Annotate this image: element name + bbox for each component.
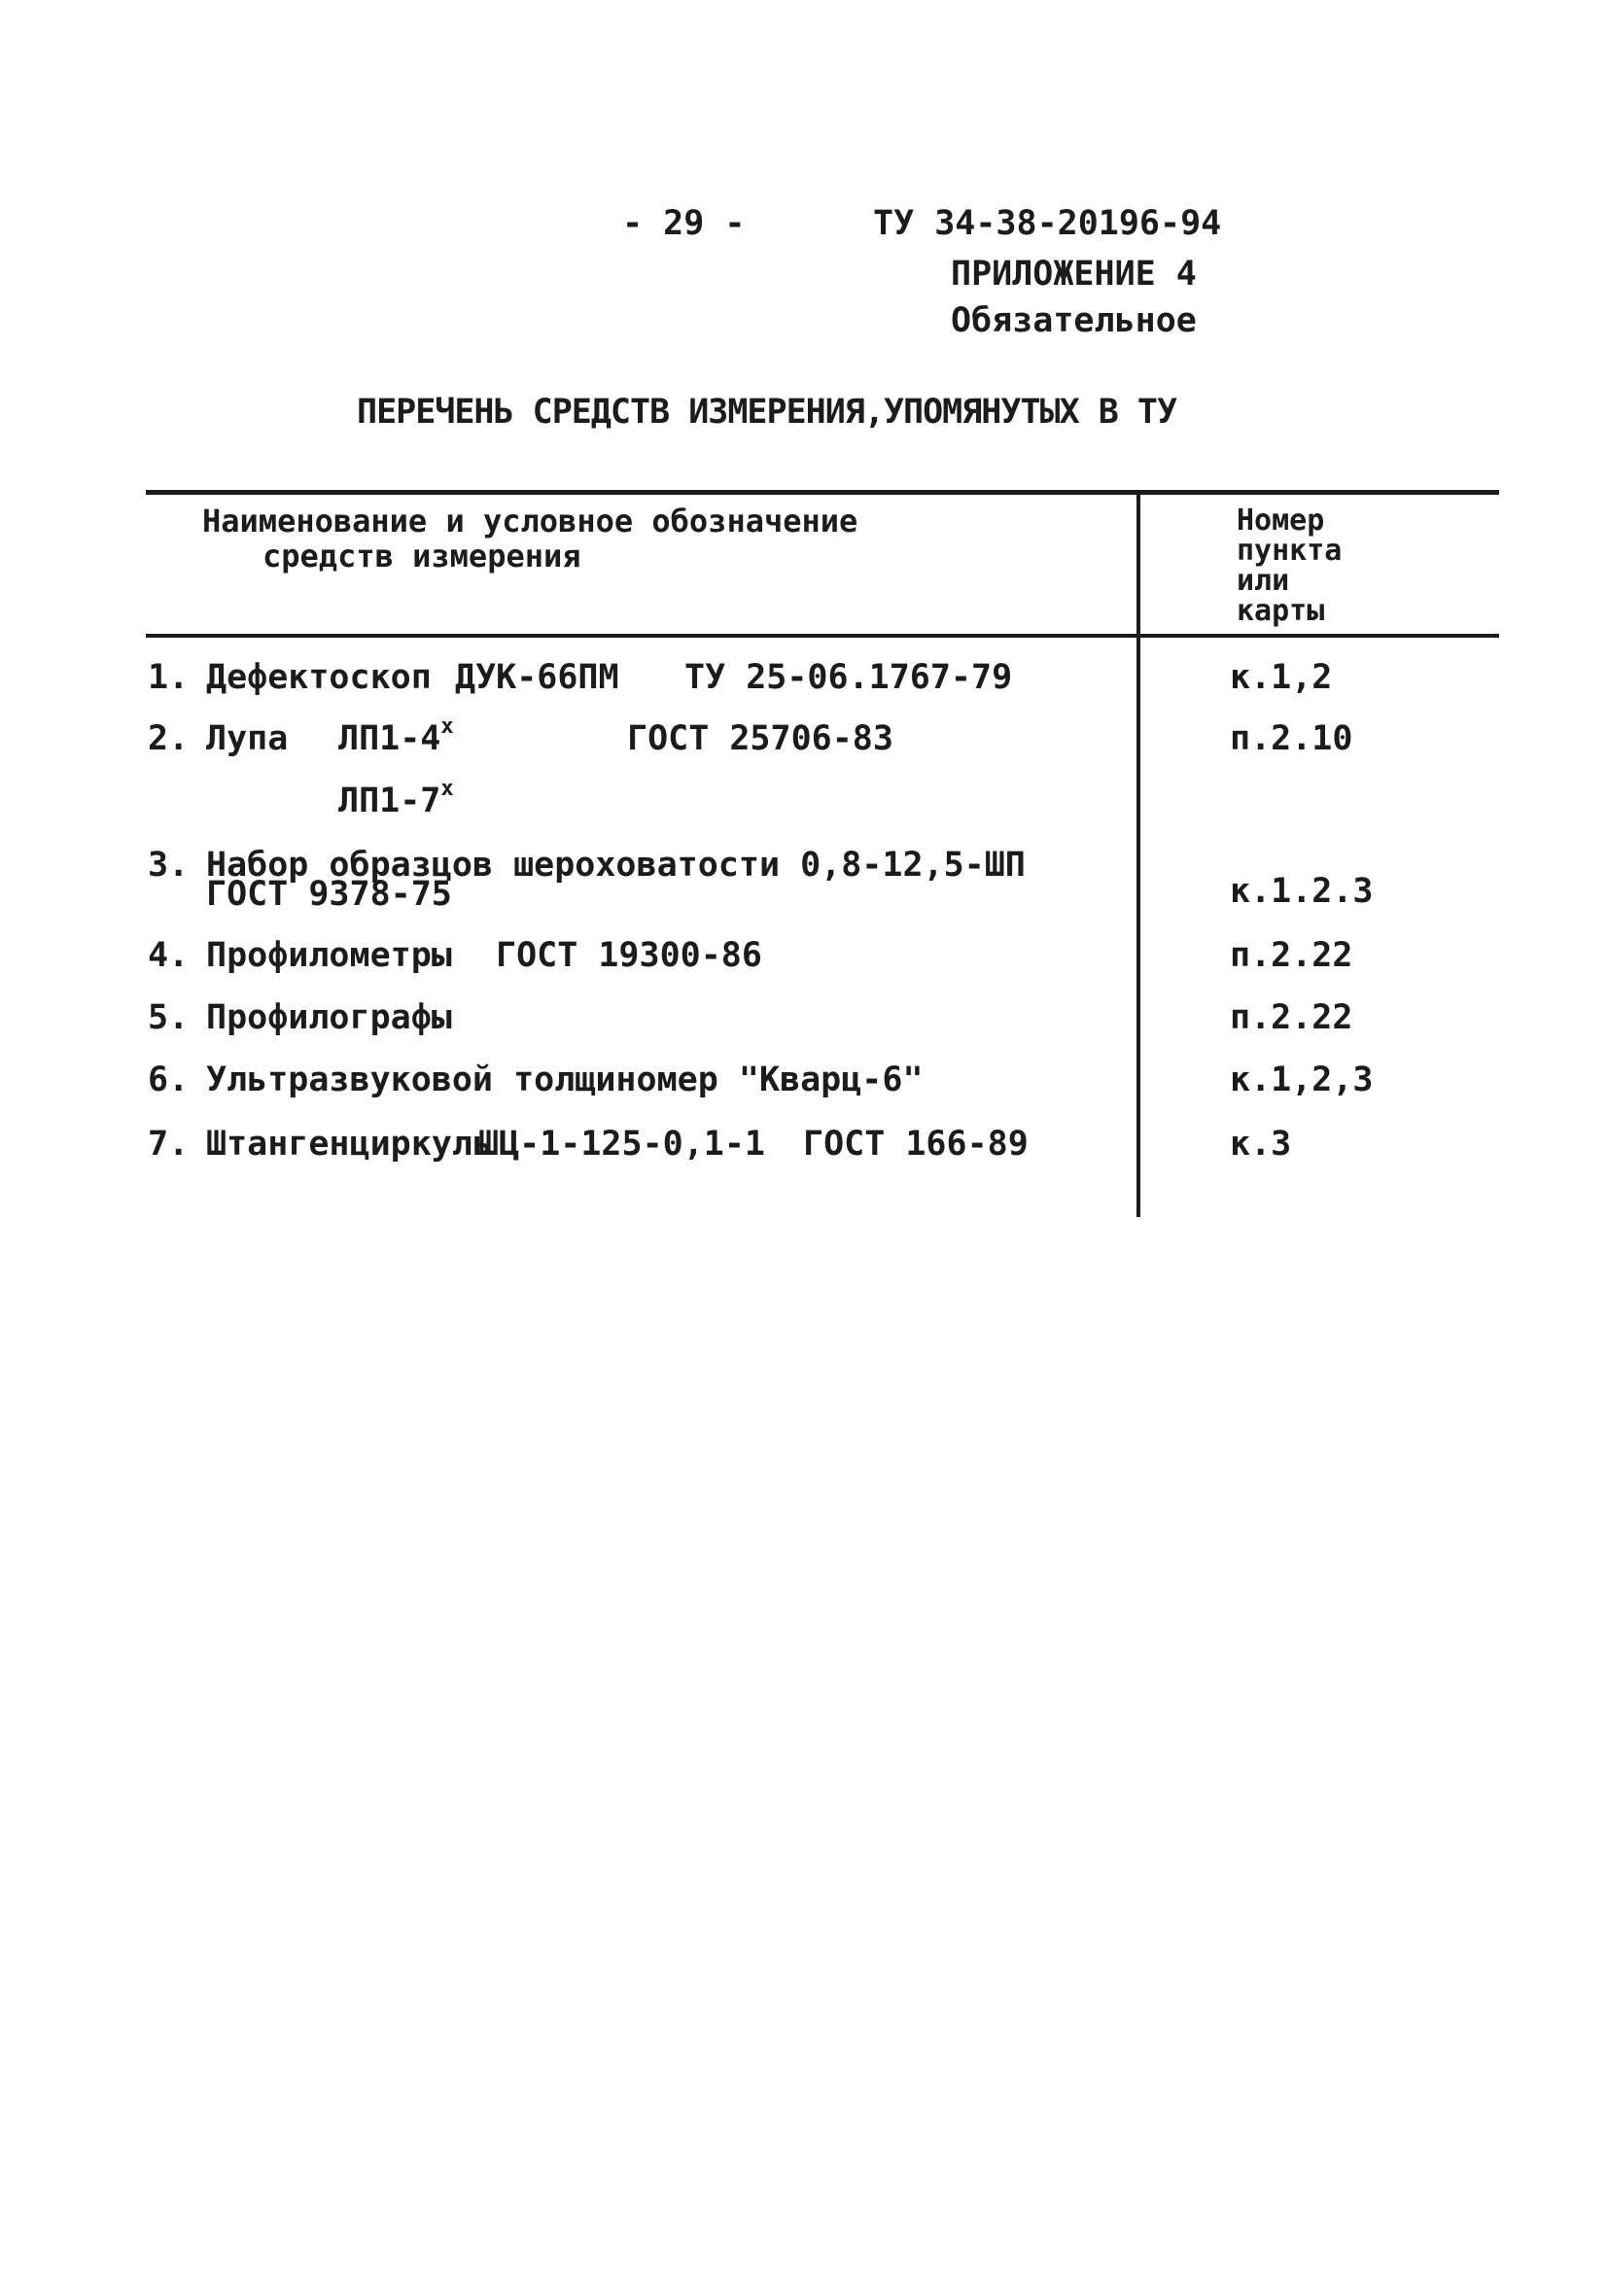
- row-number: 3.: [148, 846, 190, 885]
- reference-cell: п.2.22: [1230, 936, 1353, 975]
- instrument-name: Дефектоскоп: [206, 658, 432, 697]
- column-header-ref-line: пункта: [1237, 534, 1343, 568]
- column-header-ref-line: или: [1237, 564, 1290, 598]
- reference-cell: к.3: [1230, 1125, 1292, 1164]
- column-header-ref: [1237, 505, 1382, 626]
- reference-cell: к.1,2: [1230, 658, 1333, 697]
- document-code: ТУ 34-38-20196-94: [873, 204, 1222, 243]
- instrument-model-alt: [338, 777, 454, 820]
- model-text: ЛП1-4: [338, 719, 441, 758]
- row-number: 5.: [148, 998, 190, 1037]
- instrument-name: Ультразвуковой толщиномер "Кварц-6": [206, 1061, 924, 1099]
- row-number: 7.: [148, 1125, 190, 1164]
- column-header-name-line2: средств измерения: [262, 538, 581, 574]
- table-column-divider: [1136, 492, 1140, 1217]
- row-number: 2.: [148, 719, 190, 758]
- appendix-status: Обязательное: [951, 301, 1197, 340]
- row-number: 4.: [148, 936, 190, 975]
- instrument-standard: ГОСТ 166-89: [803, 1125, 1029, 1164]
- reference-cell: п.2.22: [1230, 998, 1353, 1037]
- reference-cell: к.1.2.3: [1230, 872, 1374, 911]
- list-title: ПЕРЕЧЕНЬ СРЕДСТВ ИЗМЕРЕНИЯ,УПОМЯНУТЫХ В ТУ: [357, 393, 1177, 432]
- instrument-name: Лупа: [206, 719, 289, 758]
- column-header-ref-line: карты: [1237, 594, 1325, 628]
- instrument-name: Штангенциркуль: [206, 1125, 494, 1164]
- footnote-mark: х: [440, 777, 454, 801]
- instrument-standard: ГОСТ 25706-83: [627, 719, 893, 758]
- instrument-model: ШЦ-1-125-0,1-1: [478, 1125, 766, 1164]
- column-header-ref-line: Номер: [1237, 504, 1325, 538]
- model-text: ЛП1-7: [338, 782, 441, 820]
- appendix-label: ПРИЛОЖЕНИЕ 4: [951, 255, 1197, 294]
- table-top-rule: [146, 490, 1499, 495]
- instrument-model: ДУК-66ПМ: [455, 658, 619, 697]
- column-header-name-line1: Наименование и условное обозначение: [202, 503, 858, 539]
- footnote-mark: х: [440, 714, 454, 739]
- row-number: 1.: [148, 658, 190, 697]
- instrument-standard: ТУ 25-06.1767-79: [684, 658, 1013, 697]
- instrument-standard: ГОСТ 9378-75: [206, 875, 452, 914]
- page-number: - 29 -: [622, 204, 746, 243]
- instrument-model: [338, 714, 454, 758]
- instrument-name: Профилографы: [206, 998, 452, 1037]
- reference-cell: к.1,2,3: [1230, 1061, 1374, 1099]
- table-header-rule: [146, 634, 1499, 638]
- reference-cell: п.2.10: [1230, 719, 1353, 758]
- instrument-name: Набор образцов шероховатости 0,8-12,5-ШП: [206, 846, 1026, 885]
- row-number: 6.: [148, 1061, 190, 1099]
- instrument-standard: ГОСТ 19300-86: [496, 936, 762, 975]
- instrument-name: Профилометры: [206, 936, 452, 975]
